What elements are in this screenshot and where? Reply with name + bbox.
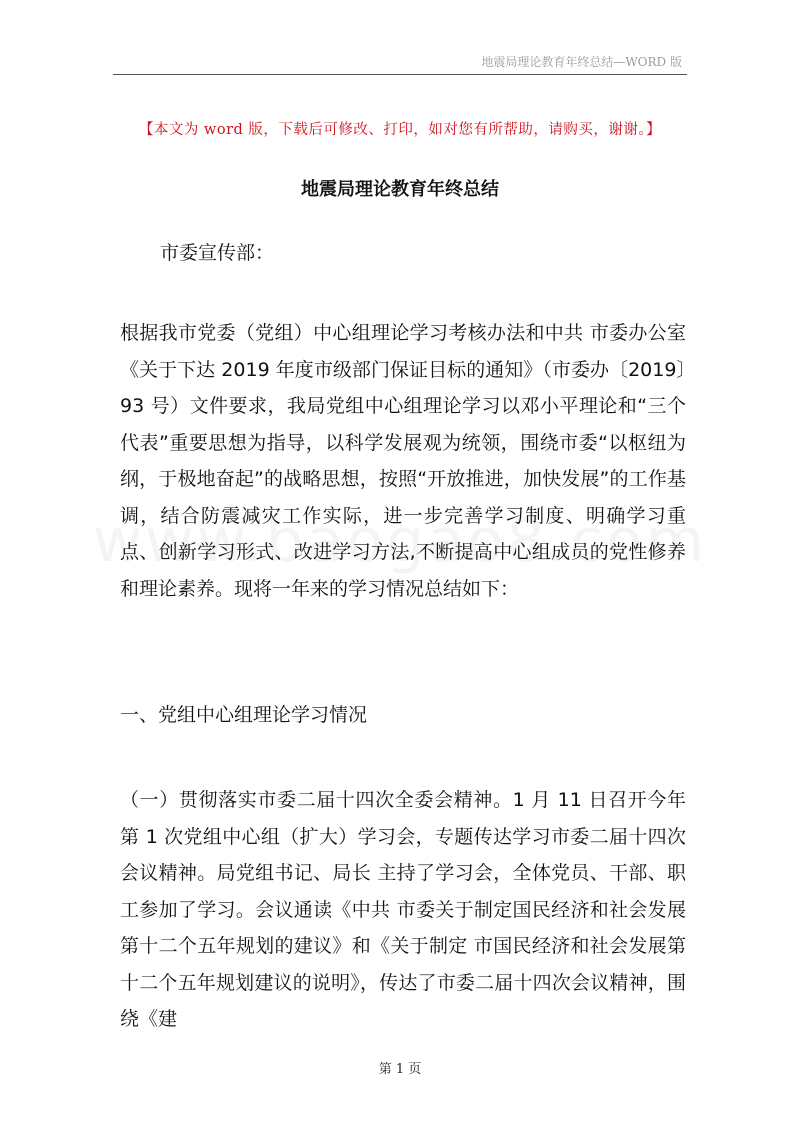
- body-paragraph-section-1: （一）贯彻落实市委二届十四次全委会精神。1 月 11 日召开今年第 1 次党组中心组（扩大）学习会，专题传达学习市委二届十四次会议精神。局党组书记、局长 主持了学习会，全体党员、干部、职工参加了学习。会议通读《中共 市委关于制定国民经济和社会发展第十二个五年规划的建议》和《关于制定 市国民经济和社会发展第十二个五年规划建议的说明》，传达了市委二届十四次会议精神，围绕《建: [120, 789, 686, 1030]
- body-paragraph-intro: 根据我市党委（党组）中心组理论学习考核办法和中共 市委办公室《关于下达 2019 年度市级部门保证目标的通知》（市委办〔2019〕93 号）文件要求，我局党组中心组理论学习以邓小平理论和“三个代表”重要思想为指导，以科学发展观为统领，围绕市委“以枢纽为纲，于极地奋起”的战略思想，按照“开放推进，加快发展”的工作基调，结合防震减灾工作实际，进一步完善学习制度、明确学习重点、创新学习形式、改进学习方法,不断提高中心组成员的党性修养和理论素养。现将一年来的学习情况总结如下：: [120, 322, 686, 600]
- document-title: 地震局理论教育年终总结: [301, 179, 499, 200]
- header-divider: [113, 74, 687, 75]
- running-header: 地震局理论教育年终总结—WORD 版: [481, 55, 682, 69]
- page-number: 第 1 页: [378, 1062, 422, 1077]
- purchase-notice: 【本文为 word 版，下载后可修改、打印，如对您有所帮助，请购买，谢谢。】: [138, 122, 662, 138]
- watermark: [0, 506, 800, 576]
- section-heading: 一、党组中心组理论学习情况: [120, 704, 368, 726]
- salutation: 市委宣传部：: [160, 242, 275, 264]
